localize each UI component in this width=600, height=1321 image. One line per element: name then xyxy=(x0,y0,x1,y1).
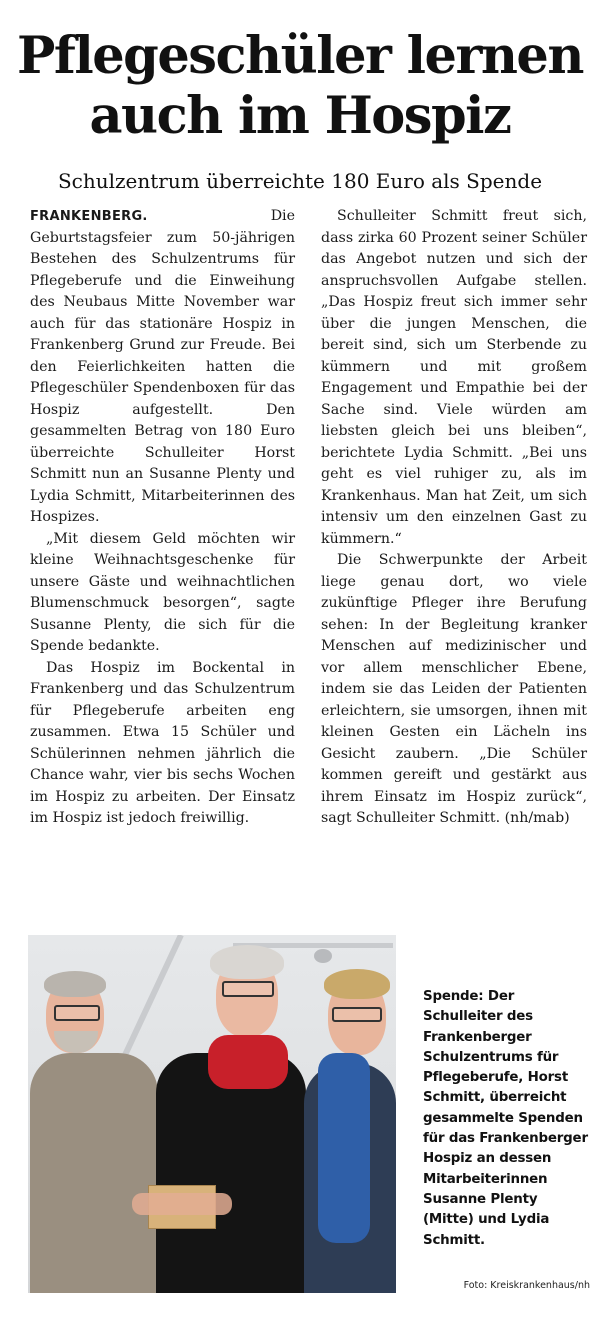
person-lydia-schmitt xyxy=(298,935,396,1293)
dateline: FRANKENBERG. xyxy=(30,209,148,224)
blue-scarf xyxy=(318,1053,370,1243)
man-glasses xyxy=(54,1005,100,1021)
article-paragraph: Die Schwerpunkte der Arbeit liege genau dort, wo viele zukünftige Pfleger ihre Berufung sehen: In der Begleitung kranker Menschen auf medizinischer und vor allem menschlicher Ebene, indem sie das Leiden der Patienten erleichtern, sie umsorgen, ihnen mit kleinen Gesten ein Lächeln ins Gesicht zaubern. „Die Schüler kommen gereift und gestärkt aus ihrem Einsatz im Hospiz zurück“, sagt Schulleiter Schmitt. (nh/mab) xyxy=(321,552,587,826)
headline xyxy=(0,26,600,146)
photo-credit: Foto: Kreiskrankenhaus/nh xyxy=(463,1280,590,1291)
article-paragraph: Das Hospiz im Bockental in Frankenberg und das Schulzentrum für Pflegeberufe arbeiten eng zusammen. Etwa 15 Schüler und Schülerinnen nehmen jährlich die Chance wahr, vier bis sechs Wochen im Hospiz zu arbeiten. Der Einsatz im Hospiz ist jedoch freiwillig. xyxy=(30,659,295,826)
red-scarf xyxy=(208,1035,288,1089)
subheadline: Schulzentrum überreichte 180 Euro als Spende xyxy=(57,169,543,193)
hands xyxy=(132,1193,232,1215)
article-column-left xyxy=(30,206,295,830)
woman-middle-top xyxy=(156,1053,306,1293)
headline-line-2: auch im Hospiz xyxy=(89,86,511,146)
man-sweater xyxy=(30,1053,158,1293)
woman-middle-glasses xyxy=(222,981,274,997)
article-paragraph: „Mit diesem Geld möchten wir kleine Weihnachtsgeschenke für unsere Gäste und weihnachtlichen Blumenschmuck besorgen“, sagte Susanne Plenty, die sich für die Spende bedankte. xyxy=(30,530,295,654)
article-paragraph: Schulleiter Schmitt freut sich, dass zirka 60 Prozent seiner Schüler das Angebot nutzen und sich der anspruchsvollen Aufgabe stellen. „Das Hospiz freut sich immer sehr über die jungen Menschen, die bereit sind, sich um Sterbende zu kümmern und mit großem Engagement und Empathie bei der Sache sind. Viele würden am liebsten gleich bei uns bleiben“, berichtete Lydia Schmitt. „Bei uns geht es viel ruhiger zu, als im Krankenhaus. Man hat Zeit, um sich intensiv um den einzelnen Gast zu kümmern.“ xyxy=(321,208,587,547)
woman-middle-hair xyxy=(210,945,284,979)
woman-right-glasses xyxy=(332,1007,382,1022)
article-column-right xyxy=(321,206,587,830)
man-hair xyxy=(44,971,106,997)
article-photo xyxy=(28,935,396,1293)
photo-caption: Spende: Der Schulleiter des Frankenberger Schulzentrums für Pflegeberufe, Horst Schmitt, überreicht gesammelte Spenden für das Frankenberger Hospiz an dessen Mitarbeiterinnen Susanne Plenty (Mitte) und Lydia Schmitt. xyxy=(423,989,588,1248)
person-susanne-plenty xyxy=(148,935,308,1293)
headline-line-1: Pflegeschüler lernen xyxy=(17,26,583,86)
article-paragraph xyxy=(30,206,295,529)
person-horst-schmitt xyxy=(28,935,168,1293)
woman-right-hair xyxy=(324,969,390,999)
paragraph-text: Die Geburtstagsfeier zum 50-jährigen Bestehen des Schulzentrums für Pflegeberufe und die Einweihung des Neubaus Mitte November war auch für das stationäre Hospiz in Frankenberg Grund zur Freude. Bei den Feierlichkeiten hatten die Pflegeschüler Spendenboxen für das Hospiz aufgestellt. Den gesammelten Betrag von 180 Euro überreichte Schulleiter Horst Schmitt nun an Susanne Plenty und Lydia Schmitt, Mitarbeiterinnen des Hospizes. xyxy=(30,208,295,525)
